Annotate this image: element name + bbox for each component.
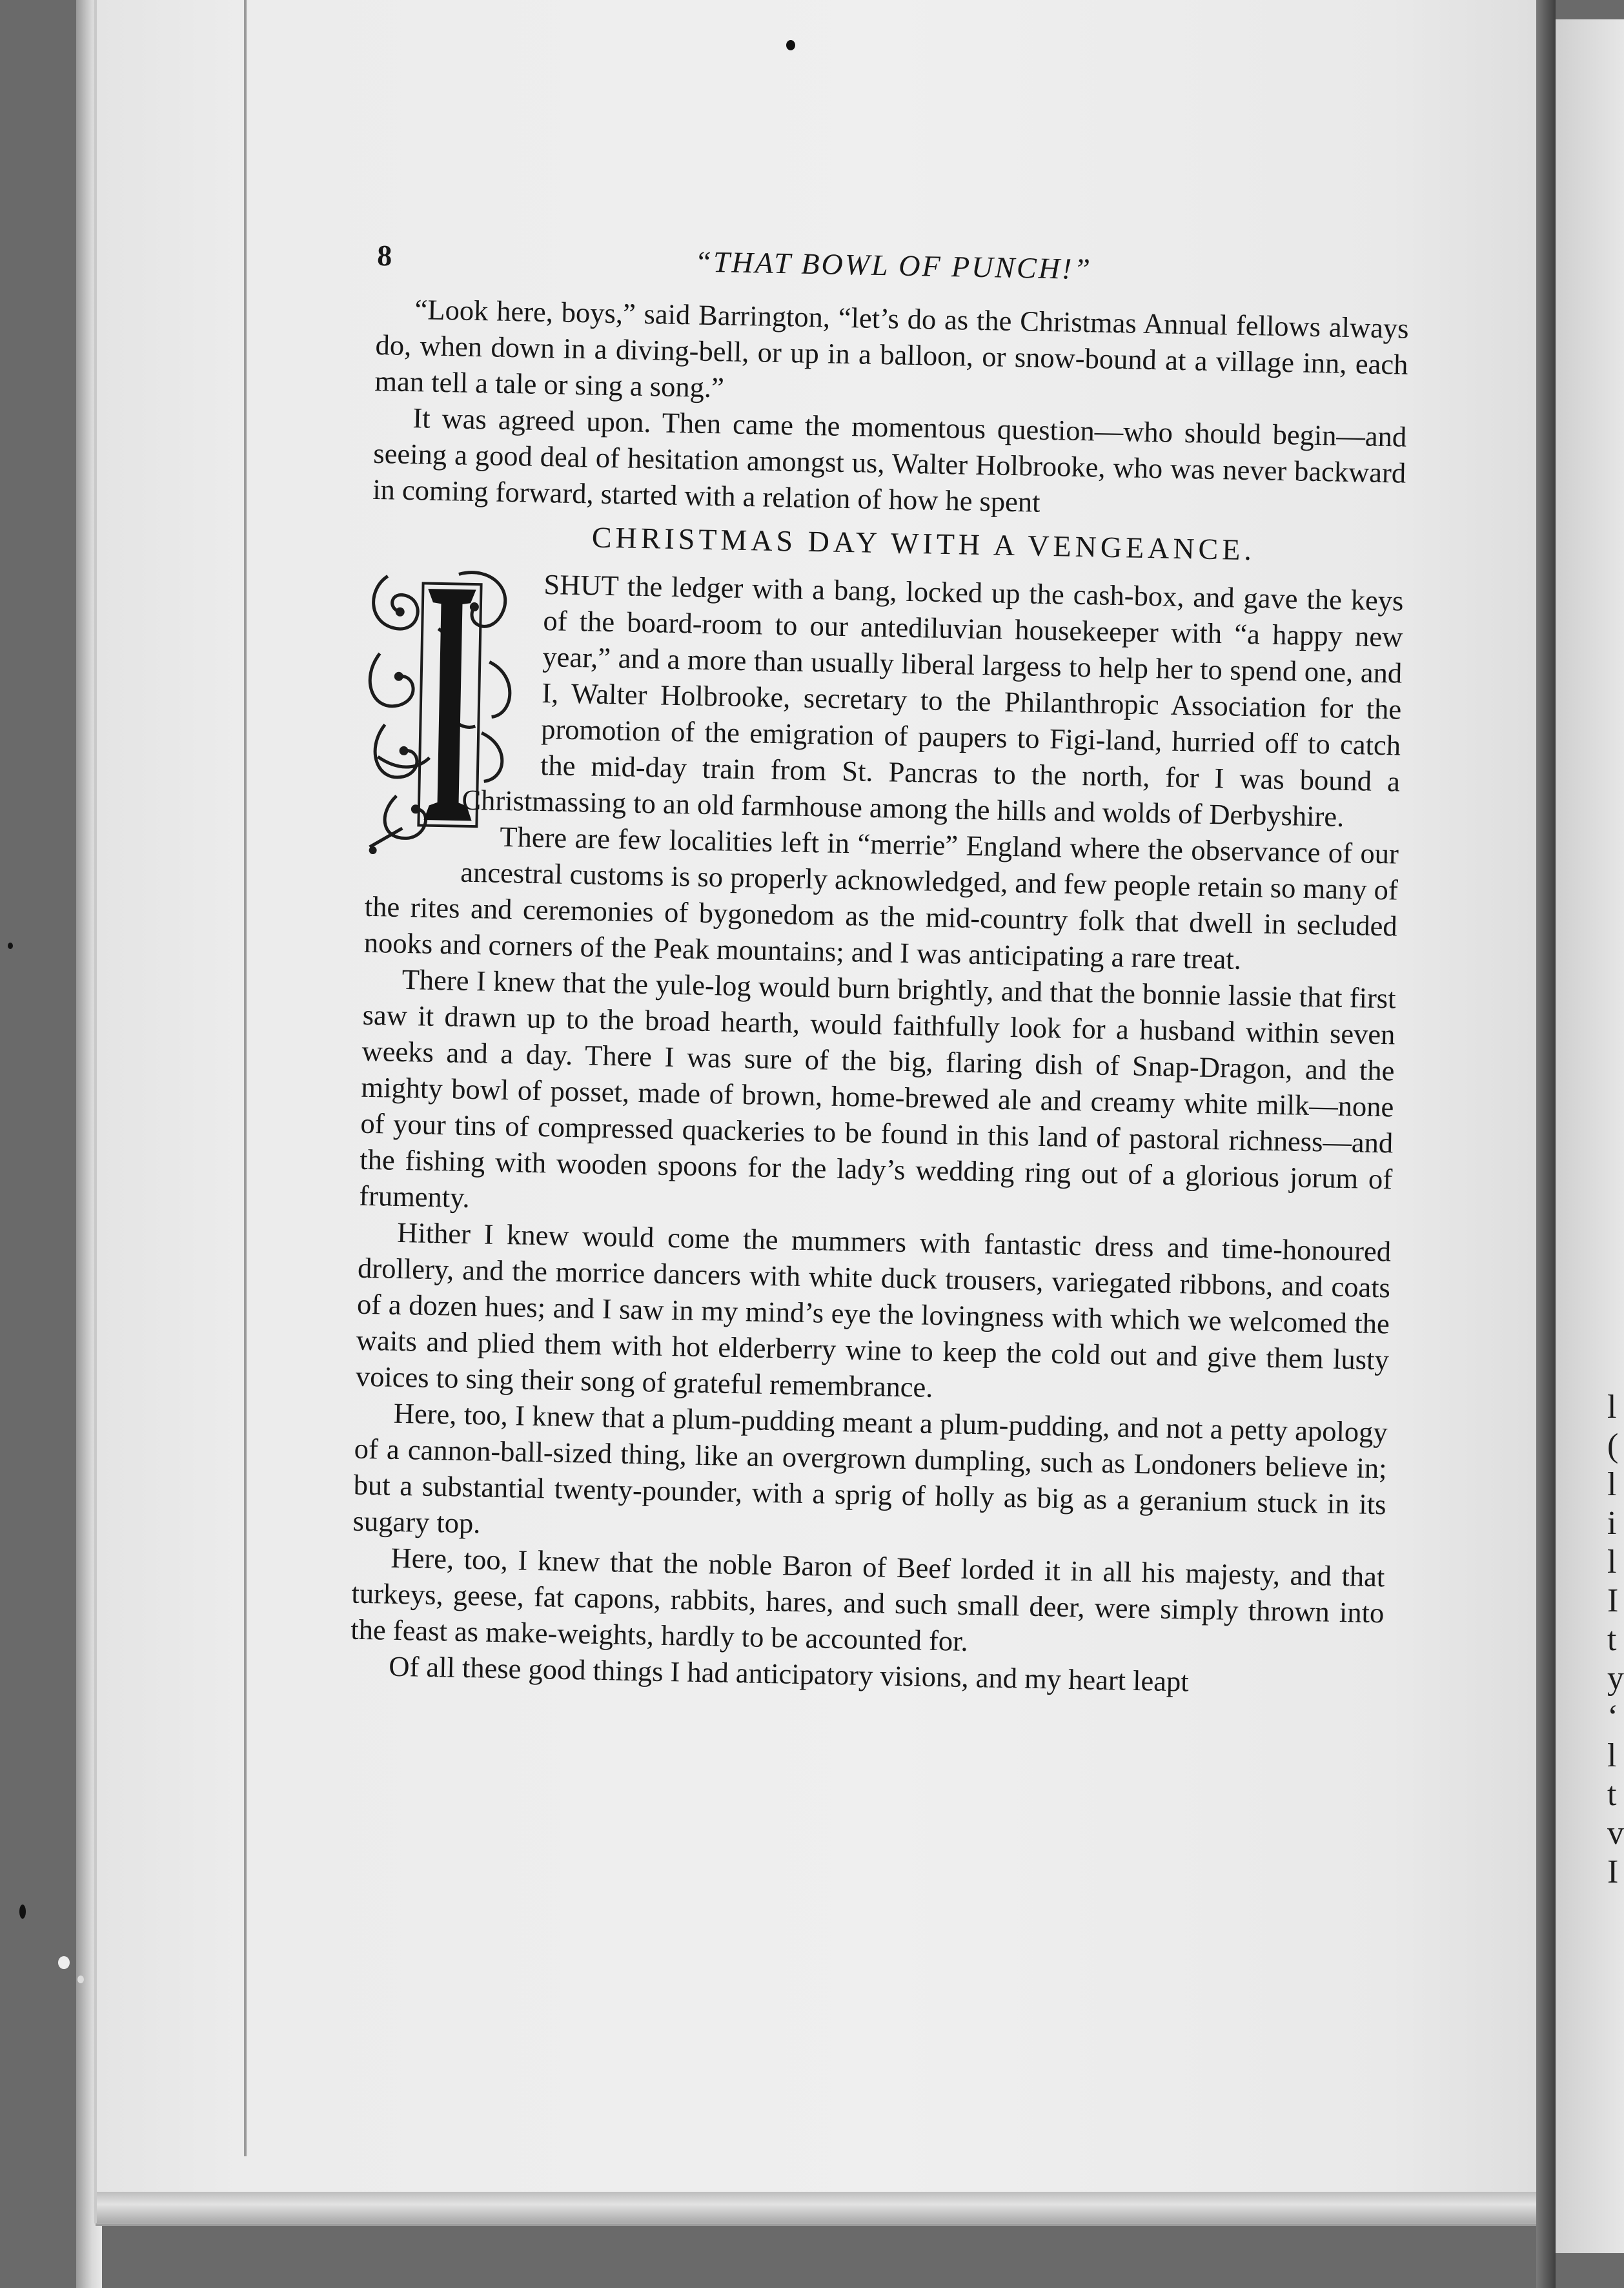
page-text	[350, 232, 1410, 1703]
facing-char: I	[1607, 1854, 1619, 1890]
facing-page	[1556, 19, 1624, 2253]
facing-char: l	[1607, 1544, 1617, 1580]
paragraph: Hither I knew would come the mummers with fantastic dress and time-honoured drollery, and the morrice dancers with white duck trousers, variegated ribbons, and coats of a dozen hues; and I saw in my mind’s eye the lovingness with which we welcomed the waits and plied them with hot elderberry wine to keep the cold out and give them lusty voices to sing their song of grateful remembrance.	[355, 1216, 1392, 1404]
paragraph: Here, too, I knew that the noble Baron of Beef lorded it in all his majesty, and that turkeys, geese, fat capons, rabbits, hares, and such small deer, were simply thrown into the feast as make-weights, hardly to be accounted for.	[350, 1541, 1385, 1657]
facing-char: ‘	[1607, 1699, 1619, 1735]
facing-char: (	[1607, 1427, 1619, 1464]
paragraph: There I knew that the yule-log would burn brightly, and that the bonnie lassie that first saw it drawn up to the broad hearth, would faithfully look for a husband within seven weeks and a day. There I was sure of the big, flaring dish of Snap-Dragon, and the mighty bowl of posset, made of brown, home-brewed ale and creamy white milk—none of your tins of compressed quackeries to be found in this land of pastoral richness—and the fishing with wooden spoons for the lady’s wedding ring out of a glorious jorum of frumenty.	[358, 963, 1396, 1214]
facing-page-text	[1607, 1388, 1624, 1892]
paragraph: Here, too, I knew that a plum-pudding meant a plum-pudding, and not a petty apology of a cannon-ball-sized thing, like an overgrown dumpling, such as Londoners believe in; but a substantial twenty-pounder, with a sprig of holly as big as a geranium stuck in its sugary top.	[352, 1396, 1388, 1540]
facing-char: l	[1607, 1466, 1617, 1503]
facing-char: t	[1607, 1776, 1617, 1813]
dust-speck	[58, 1956, 70, 1969]
paragraph: SHUT the ledger with a bang, locked up the cash-box, and gave the keys of the board-room to our antediluvian housekeeper with “a happy new year,” and a more than usually liberal largess to help her to spend one, and I, Walter Holbrooke, secretary to the Philanthropic Association for the promotion of the emigration of paupers to Figi-land, hurried off to catch the mid-day train from St. Pancras to the north, for I was bound a Christmassing to an old farmhouse among the hills and wolds of Derbyshire.	[462, 568, 1404, 833]
page-bottom-edge	[97, 2192, 1543, 2223]
section-title: CHRISTMAS DAY WITH A VENGEANCE.	[591, 520, 1256, 567]
page-number: 8	[376, 238, 392, 272]
running-title: “THAT BOWL OF PUNCH!”	[694, 245, 1093, 286]
paragraph: Of all these good things I had anticipatory visions, and my heart leapt	[388, 1650, 1190, 1698]
ink-speck	[19, 1905, 26, 1919]
dust-speck	[77, 1976, 84, 1983]
facing-char: v	[1607, 1815, 1624, 1852]
binding-rule	[244, 0, 247, 2156]
ink-speck	[786, 40, 795, 50]
facing-char: l	[1607, 1737, 1617, 1774]
paragraph: There are few localities left in “merrie” England where the observance of our ancestral customs is so properly acknowledged, and few people retain so many of the rites and ceremonies of bygonedom as the mid-country folk that dwell in secluded nooks and corners of the Peak mountains; and I was anticipating a rare treat.	[363, 820, 1399, 975]
facing-char: I	[1607, 1582, 1619, 1619]
paragraph: “Look here, boys,” said Barrington, “let’s do as the Christmas Annual fellows always do, when down in a diving-bell, or up in a balloon, or snow-bound at a village inn, each man tell a tale or sing a song.”	[374, 293, 1409, 404]
facing-char: t	[1607, 1621, 1617, 1658]
facing-char: i	[1607, 1505, 1617, 1542]
facing-char: y	[1607, 1660, 1624, 1697]
story-opening	[367, 563, 1404, 836]
ink-speck	[8, 943, 13, 949]
ornamental-dropcap	[356, 563, 530, 876]
facing-char: l	[1607, 1389, 1617, 1425]
book-gutter	[1536, 0, 1556, 2288]
paragraph: It was agreed upon. Then came the momentous question—who should begin—and seeing a good deal of hesitation amongst us, Walter Holbrooke, who was never backward in coming forward, started with a relation of how he spent	[372, 402, 1407, 518]
